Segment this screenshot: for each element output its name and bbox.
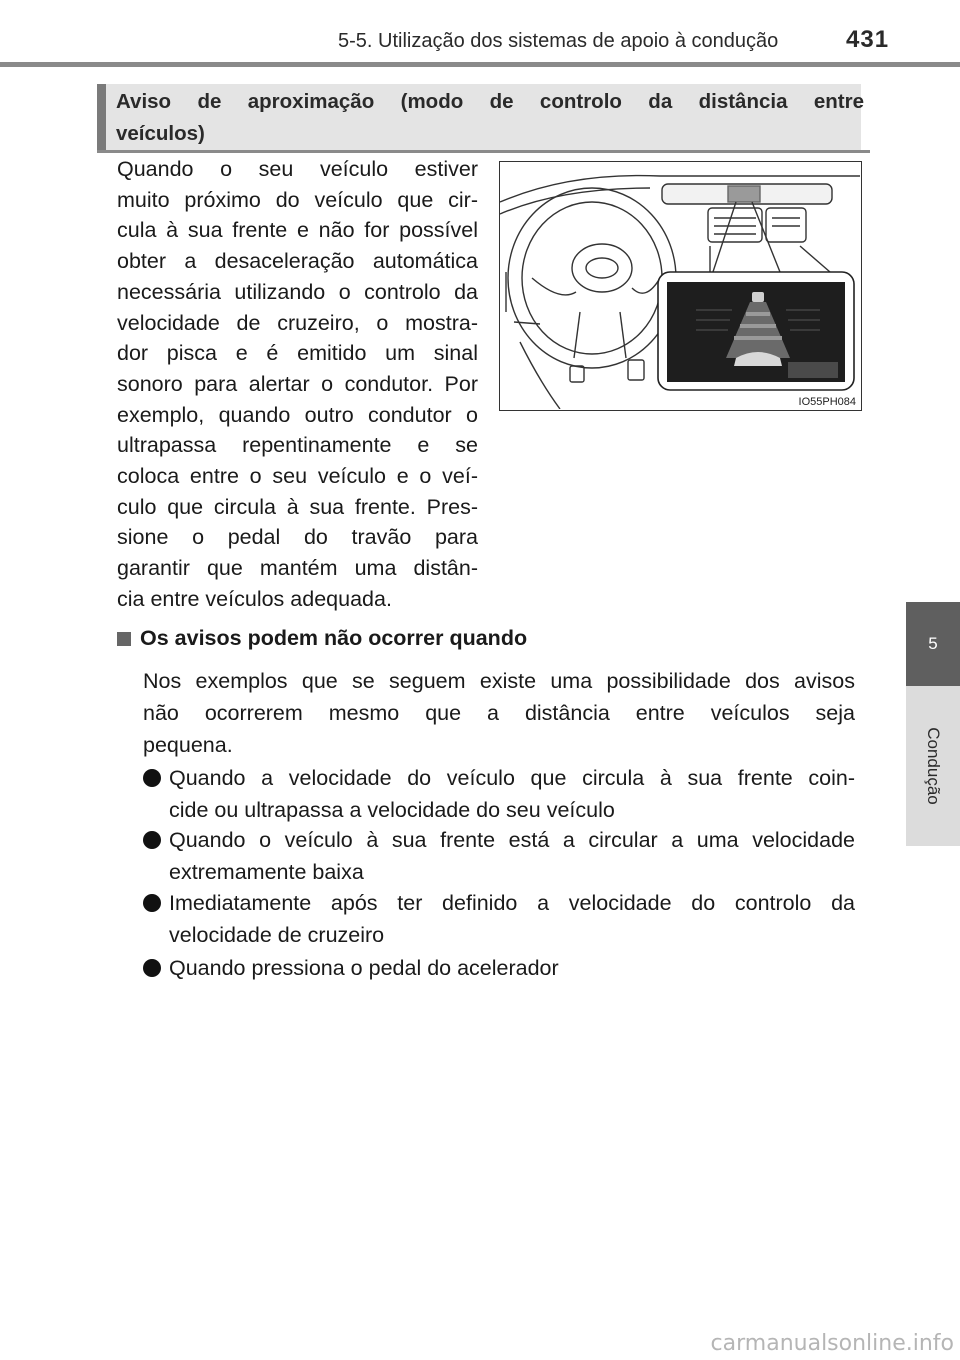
list-item bbox=[143, 762, 855, 826]
intro-line: coloca entre o seu veículo e o veí- bbox=[117, 464, 478, 489]
bullet-dot-icon bbox=[143, 959, 161, 977]
intro-line: culo que circula à sua frente. Pres- bbox=[117, 494, 478, 519]
bullet-dot-icon bbox=[143, 769, 161, 787]
section-title-line-2: veículos) bbox=[116, 122, 205, 145]
watermark: carmanualsonline.info bbox=[710, 1331, 954, 1356]
intro-line: ultrapassa repentinamente e se bbox=[117, 433, 478, 458]
section-divider bbox=[97, 150, 870, 153]
intro-paragraph bbox=[117, 154, 478, 615]
intro-line: muito próximo do veículo que cir- bbox=[117, 187, 478, 212]
figure-code: IO55PH084 bbox=[798, 396, 856, 408]
intro-line: velocidade de cruzeiro, o mostra- bbox=[117, 310, 478, 335]
chapter-tab-number: 5 bbox=[906, 602, 960, 686]
bullet-line: cide ou ultrapassa a velocidade do seu veículo bbox=[169, 798, 615, 822]
bullet-line: Quando o veículo à sua frente está a circular a uma velocidade bbox=[169, 828, 855, 852]
subsection-paragraph bbox=[143, 665, 855, 761]
dashboard-figure bbox=[499, 161, 862, 411]
bullet-line: Imediatamente após ter definido a velocidade do controlo da bbox=[169, 891, 855, 915]
chapter-tab-label bbox=[906, 686, 960, 846]
subsection-title: Os avisos podem não ocorrer quando bbox=[140, 626, 528, 650]
intro-line: obter a desaceleração automática bbox=[117, 249, 478, 274]
bullet-line: velocidade de cruzeiro bbox=[169, 923, 385, 947]
subsection-heading bbox=[117, 626, 527, 651]
header-divider bbox=[0, 62, 960, 67]
chapter-tab-label-text: Condução bbox=[924, 727, 944, 805]
steering-wheel-dashboard-illustration bbox=[500, 162, 860, 409]
section-heading-box bbox=[97, 84, 864, 150]
intro-line: sione o pedal do travão para bbox=[117, 525, 478, 550]
chapter-title: 5-5. Utilização dos sistemas de apoio à condução bbox=[338, 30, 779, 52]
intro-line: Quando o seu veículo estiver bbox=[117, 157, 478, 181]
bullet-line: Quando pressiona o pedal do acelerador bbox=[169, 956, 559, 980]
intro-line: cula à sua frente e não for possível bbox=[117, 218, 478, 243]
page-number: 431 bbox=[846, 26, 890, 53]
intro-line: dor pisca e é emitido um sinal bbox=[117, 341, 478, 366]
intro-line: sonoro para alertar o condutor. Por bbox=[117, 371, 478, 396]
intro-line: cia entre veículos adequada. bbox=[117, 586, 392, 611]
bullet-dot-icon bbox=[143, 894, 161, 912]
section-title-line-1: Aviso de aproximação (modo de controlo da distância entre bbox=[116, 90, 864, 113]
section-title bbox=[116, 86, 864, 150]
bullet-dot-icon bbox=[143, 831, 161, 849]
bullet-line: extremamente baixa bbox=[169, 860, 364, 884]
paragraph-line: não ocorrerem mesmo que a distância entre veículos seja bbox=[143, 701, 855, 725]
list-item bbox=[143, 952, 855, 984]
intro-line: necessária utilizando o controlo da bbox=[117, 279, 478, 304]
intro-line: garantir que mantém uma distân- bbox=[117, 556, 478, 581]
list-item bbox=[143, 887, 855, 951]
bullet-line: Quando a velocidade do veículo que circula à sua frente coin- bbox=[169, 766, 855, 790]
list-item bbox=[143, 824, 855, 888]
intro-line: exemplo, quando outro condutor o bbox=[117, 402, 478, 427]
paragraph-line: Nos exemplos que se seguem existe uma possibilidade dos avisos bbox=[143, 669, 855, 693]
paragraph-line: pequena. bbox=[143, 733, 233, 757]
square-bullet-icon bbox=[117, 632, 131, 646]
